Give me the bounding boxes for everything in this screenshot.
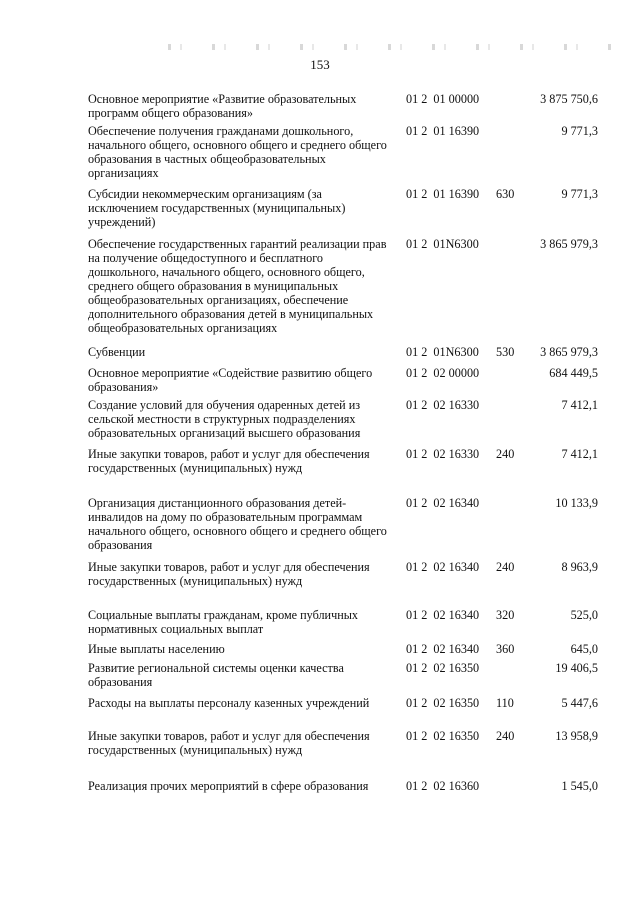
row-code: 01 2 01 16390	[406, 124, 480, 138]
row-name: Создание условий для обучения одаренных детей из сельской местности в структурных подразделениях образовательных организаций высшего образования	[88, 398, 361, 440]
row-code: 01 2 02 16350	[406, 661, 480, 675]
row-code: 01 2 02 16350	[406, 696, 480, 710]
row-amount: 5 447,6	[561, 696, 598, 710]
row-name: Субвенции	[88, 345, 146, 359]
row-name: Иные закупки товаров, работ и услуг для обеспечения государственных (муниципальных) нужд	[88, 447, 370, 475]
row-code: 01 2 01 16390	[406, 187, 480, 201]
row-code: 01 2 02 16330	[406, 447, 480, 461]
row-amount: 525,0	[570, 608, 598, 622]
row-code: 01 2 02 16340	[406, 608, 480, 622]
row-amount: 9 771,3	[561, 124, 598, 138]
row-name: Реализация прочих мероприятий в сфере образования	[88, 779, 369, 793]
row-amount: 7 412,1	[561, 398, 598, 412]
row-name: Субсидии некоммерческим организациям (за исключением государственных (муниципальных) учреждений)	[88, 187, 346, 229]
row-amount: 13 958,9	[555, 729, 598, 743]
row-expense-type: 530	[496, 345, 515, 359]
row-name: Иные выплаты населению	[88, 642, 225, 656]
row-expense-type: 630	[496, 187, 515, 201]
row-code: 01 2 02 16340	[406, 560, 480, 574]
row-expense-type: 240	[496, 560, 515, 574]
row-code: 01 2 01N6300	[406, 345, 479, 359]
row-name: Обеспечение получения гражданами дошкольного, начального общего, основного общего и среднего общего образования в частных общеобразовательных организациях	[88, 124, 387, 180]
row-name: Основное мероприятие «Содействие развитию общего образования»	[88, 366, 373, 394]
row-name: Социальные выплаты гражданам, кроме публичных нормативных социальных выплат	[88, 608, 358, 636]
row-code: 01 2 01 00000	[406, 92, 480, 106]
row-amount: 645,0	[570, 642, 598, 656]
row-amount: 19 406,5	[555, 661, 598, 675]
row-amount: 684 449,5	[549, 366, 598, 380]
row-amount: 9 771,3	[561, 187, 598, 201]
row-amount: 3 865 979,3	[540, 345, 598, 359]
row-name: Иные закупки товаров, работ и услуг для обеспечения государственных (муниципальных) нужд	[88, 560, 370, 588]
row-amount: 10 133,9	[555, 496, 598, 510]
row-expense-type: 320	[496, 608, 515, 622]
row-expense-type: 110	[496, 696, 514, 710]
page-number: 153	[310, 57, 330, 72]
row-code: 01 2 02 16330	[406, 398, 480, 412]
row-code: 01 2 02 00000	[406, 366, 480, 380]
row-name: Основное мероприятие «Развитие образовательных программ общего образования»	[88, 92, 357, 120]
row-code: 01 2 02 16340	[406, 496, 480, 510]
row-name: Организация дистанционного образования детей-инвалидов на дому по образовательным программам начального общего, основного общего и среднего общего образования	[88, 496, 387, 552]
row-name: Расходы на выплаты персоналу казенных учреждений	[88, 696, 370, 710]
row-amount: 3 865 979,3	[540, 237, 598, 251]
row-code: 01 2 01N6300	[406, 237, 479, 251]
row-name: Иные закупки товаров, работ и услуг для обеспечения государственных (муниципальных) нужд	[88, 729, 370, 757]
row-name: Обеспечение государственных гарантий реализации прав на получение общедоступного и бесплатного дошкольного, начального общего, основного общего, среднего общего образования в муниципальных общеобразовательных организациях, обеспечение дополнительного образования детей в муниципальных общеобразовательных организациях	[88, 237, 387, 335]
row-amount: 7 412,1	[561, 447, 598, 461]
row-name: Развитие региональной системы оценки качества образования	[88, 661, 344, 689]
row-amount: 1 545,0	[561, 779, 598, 793]
row-code: 01 2 02 16360	[406, 779, 480, 793]
row-amount: 8 963,9	[561, 560, 598, 574]
row-code: 01 2 02 16340	[406, 642, 480, 656]
row-expense-type: 360	[496, 642, 515, 656]
row-expense-type: 240	[496, 447, 515, 461]
row-expense-type: 240	[496, 729, 515, 743]
row-amount: 3 875 750,6	[540, 92, 598, 106]
row-code: 01 2 02 16350	[406, 729, 480, 743]
